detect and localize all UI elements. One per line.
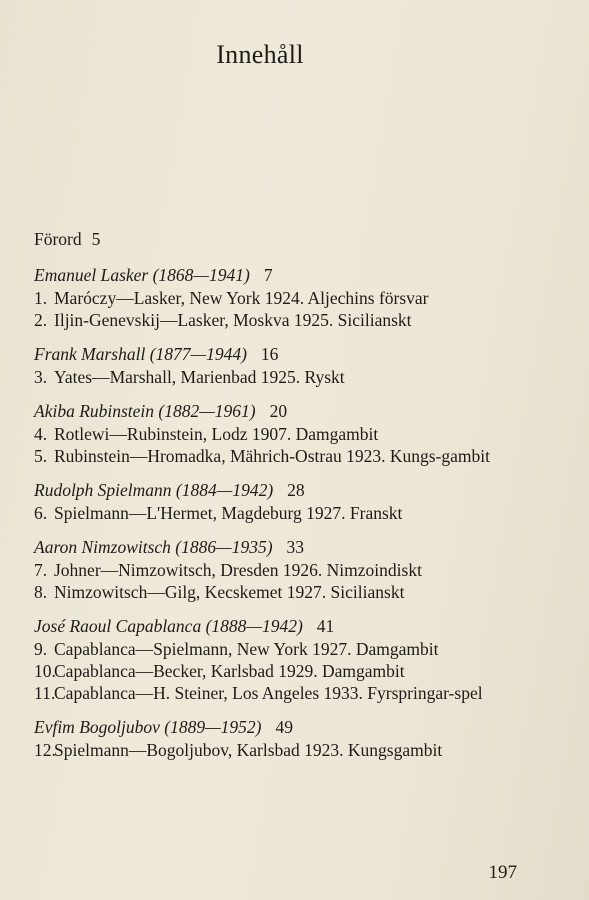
game-title: Johner—Nimzowitsch, Dresden 1926. Nimzoindiskt [54,560,422,580]
game-title: Maróczy—Lasker, New York 1924. Aljechins försvar [54,288,429,308]
section-heading [34,400,554,422]
section-page: 28 [287,480,305,500]
game-number: 6. [34,503,48,523]
player-section [34,343,554,388]
player-name: Emanuel Lasker (1868—1941) [34,265,250,285]
game-entry [34,739,554,761]
game-title: Capablanca—Spielmann, New York 1927. Damgambit [54,639,439,659]
game-number: 11. [34,683,56,703]
game-entry [34,502,554,524]
game-number: 8. [34,582,48,602]
section-heading [34,615,554,637]
game-title: Yates—Marshall, Marienbad 1925. Ryskt [54,367,345,387]
game-number: 1. [34,288,48,308]
game-title: Nimzowitsch—Gilg, Kecskemet 1927. Sicilianskt [54,582,405,602]
preface-page: 5 [91,229,101,249]
game-entry [34,682,554,704]
game-entry [34,287,554,309]
player-section [34,536,554,603]
section-heading [34,343,554,365]
game-number: 3. [34,367,48,387]
preface-entry [34,228,554,250]
player-section [34,615,554,704]
table-of-contents [34,228,554,773]
section-page: 49 [275,717,293,737]
page-number: 197 [488,862,517,883]
game-entry [34,366,554,388]
section-heading [34,264,554,286]
section-page: 41 [316,616,335,636]
game-number: 5. [34,446,48,466]
game-entry [34,309,554,331]
section-page: 33 [286,537,305,557]
game-title: Rotlewi—Rubinstein, Lodz 1907. Damgambit [54,424,379,444]
section-page: 20 [269,401,288,421]
player-section [34,400,554,467]
game-entry [34,423,554,445]
game-number: 4. [34,424,48,444]
game-title: Spielmann—Bogoljubov, Karlsbad 1923. Kungsgambit [54,740,443,760]
player-section [34,264,554,331]
section-page: 16 [260,344,279,364]
game-title: Capablanca—Becker, Karlsbad 1929. Damgambit [54,661,405,681]
game-title: Iljin-Genevskij—Lasker, Moskva 1925. Sicilianskt [54,310,412,330]
section-page: 7 [263,265,273,285]
game-number: 7. [34,560,48,580]
section-heading [34,479,554,501]
player-name: Rudolph Spielmann (1884—1942) [34,480,274,500]
player-name: Frank Marshall (1877—1944) [34,344,247,364]
page-title: Innehåll [216,40,304,69]
player-name: José Raoul Capablanca (1888—1942) [34,616,303,636]
game-entry [34,445,554,467]
game-number: 9. [34,639,48,659]
game-number: 10. [34,661,56,681]
player-name: Aaron Nimzowitsch (1886—1935) [34,537,273,557]
section-heading [34,536,554,558]
game-number: 12. [34,740,56,760]
player-section [34,479,554,524]
game-entry [34,559,554,581]
game-number: 2. [34,310,48,330]
player-section [34,716,554,761]
player-name: Akiba Rubinstein (1882—1961) [34,401,256,421]
game-entry [34,638,554,660]
game-title: Spielmann—L'Hermet, Magdeburg 1927. Franskt [54,503,403,523]
game-title: Capablanca—H. Steiner, Los Angeles 1933. Fyrspringar-spel [54,683,483,703]
preface-label: Förord [34,229,82,249]
game-title: Rubinstein—Hromadka, Mährich-Ostrau 1923. Kungs-gambit [54,446,490,466]
game-entry [34,660,554,682]
player-name: Evfim Bogoljubov (1889—1952) [34,717,262,737]
section-heading [34,716,554,738]
game-entry [34,581,554,603]
